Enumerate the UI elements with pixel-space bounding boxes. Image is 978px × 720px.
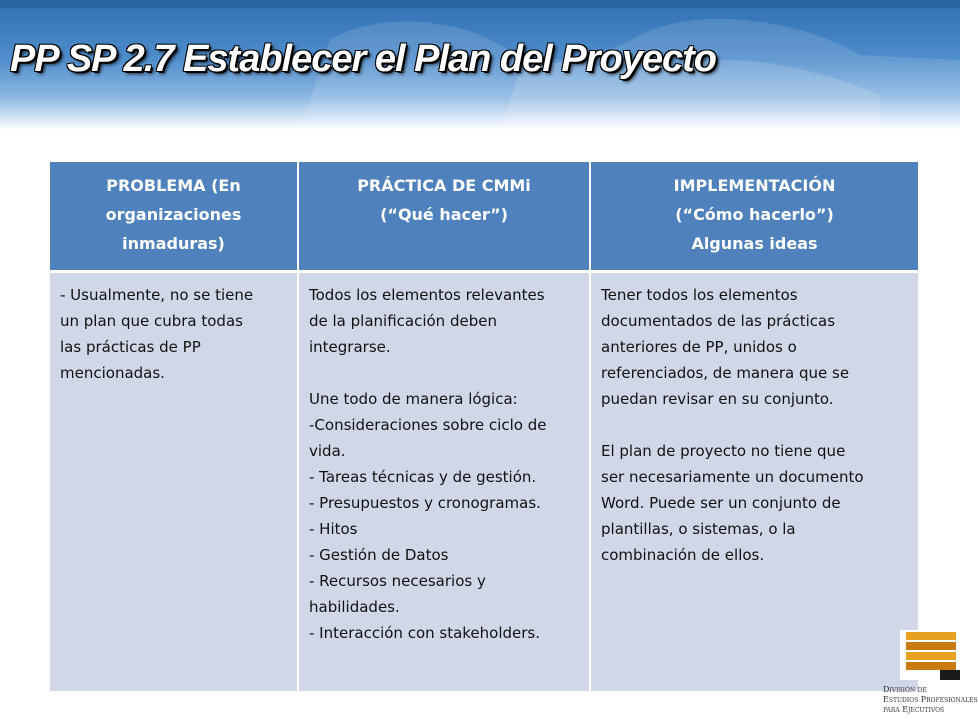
logo-line-3: para Ejecutivos xyxy=(883,705,945,714)
logo-line-1: División de xyxy=(883,685,927,694)
logo-mark-icon xyxy=(900,630,960,680)
header-practica: PRÁCTICA DE CMMi (“Qué hacer”) xyxy=(298,162,590,272)
header-banner xyxy=(0,0,960,130)
table-row xyxy=(50,272,918,692)
table-header-row xyxy=(50,162,918,272)
cell-problema: - Usualmente, no se tiene un plan que cubra todas las prácticas de PP mencionadas. xyxy=(50,272,298,692)
logo-line-2: Estudios Profesionales xyxy=(883,695,978,704)
institution-logo xyxy=(855,630,978,720)
cell-practica: Todos los elementos relevantes de la planificación deben integrarse. Une todo de manera lógica: -Consideraciones sobre ciclo de vida. - Tareas técnicas y de gestión. - Presupuestos y cronogramas. - Hitos - Gestión de Datos - Recursos necesarios y habilidades. - Interacción con stakeholders. xyxy=(298,272,590,692)
cell-implementacion: Tener todos los elementos documentados de las prácticas anteriores de PP, unidos o referenciados, de manera que se puedan revisar en su conjunto. El plan de proyecto no tiene que ser necesariamente un documento Word. Puede ser un conjunto de plantillas, o sistemas, o la combinación de ellos. xyxy=(590,272,918,692)
header-implementacion: IMPLEMENTACIÓN (“Cómo hacerlo”) Algunas ideas xyxy=(590,162,918,272)
logo-text xyxy=(883,685,978,715)
comparison-table xyxy=(50,162,918,691)
header-problema: PROBLEMA (En organizaciones inmaduras) xyxy=(50,162,298,272)
page-title: PP SP 2.7 Establecer el Plan del Proyecto xyxy=(10,38,716,80)
